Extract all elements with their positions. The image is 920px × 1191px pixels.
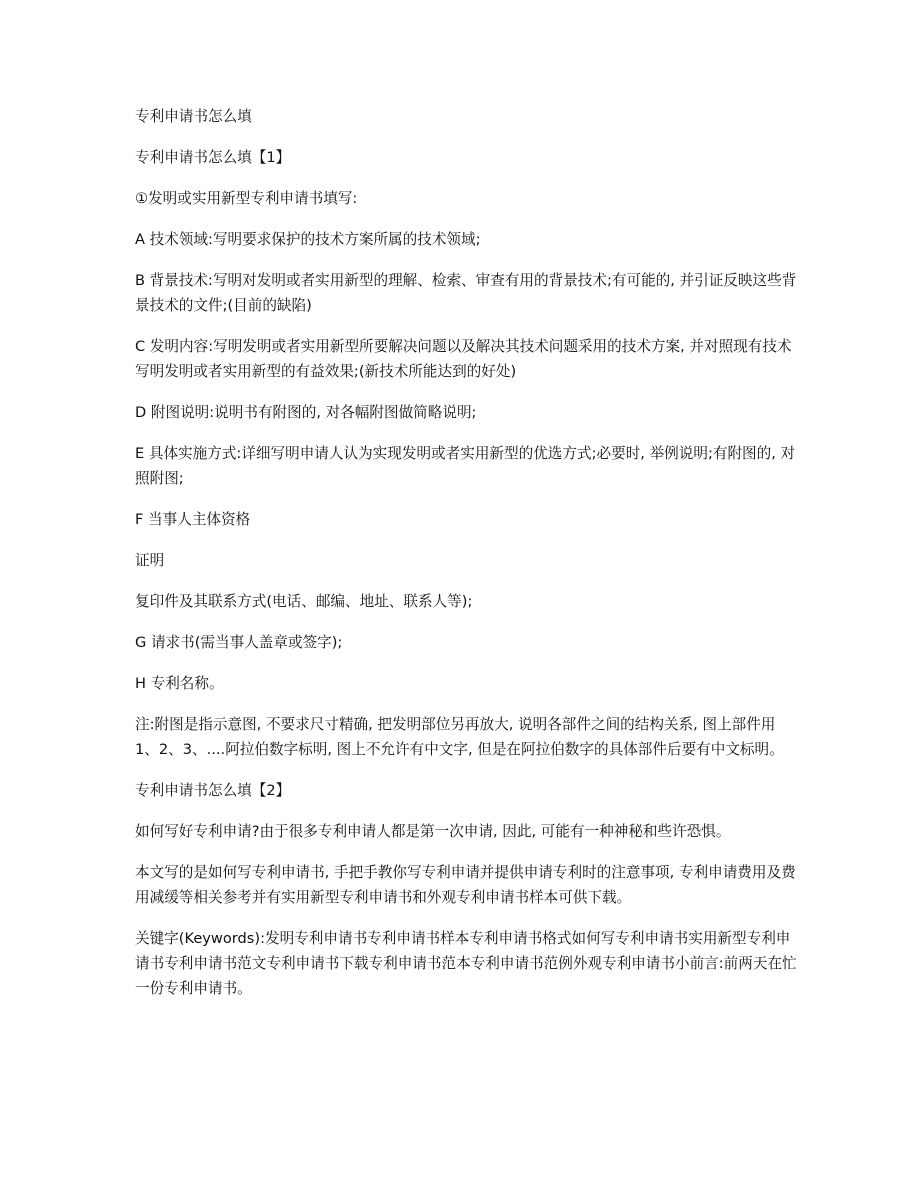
- paragraph: 本文写的是如何写专利申请书, 手把手教你写专利申请并提供申请专利时的注意事项, 专利申请费用及费用减缓等相关参考并有实用新型专利申请书和外观专利申请书样本可供下载。: [135, 864, 796, 906]
- section-heading-1: 专利申请书怎么填【1】: [135, 149, 291, 166]
- paragraph: C 发明内容:写明发明或者实用新型所要解决问题以及解决其技术问题采用的技术方案, 并对照现有技术写明发明或者实用新型的有益效果;(新技术所能达到的好处): [135, 338, 792, 380]
- paragraph: H 专利名称。: [135, 675, 224, 692]
- document-title: 专利申请书怎么填: [135, 108, 252, 125]
- section-heading-2: 专利申请书怎么填【2】: [135, 782, 291, 799]
- note-paragraph: 注:附图是指示意图, 不要求尺寸精确, 把发明部位另再放大, 说明各部件之间的结构关系, 图上部件用 1、2、3、....阿拉伯数字标明, 图上不允许有中文字, 但是在阿拉伯数字的具体部件后要有中文标明。: [135, 716, 784, 758]
- keywords-paragraph: 关键字(Keywords):发明专利申请书专利申请书样本专利申请书格式如何写专利申请书实用新型专利申请书专利申请书范文专利申请书下载专利申请书范本专利申请书范例外观专利申请书小前言:前两天在忙一份专利申请书。: [135, 930, 797, 997]
- document-page: [135, 104, 797, 1017]
- paragraph: A 技术领域:写明要求保护的技术方案所属的技术领域;: [135, 231, 481, 248]
- paragraph: E 具体实施方式:详细写明申请人认为实现发明或者实用新型的优选方式;必要时, 举例说明;有附图的, 对照附图;: [135, 445, 796, 487]
- paragraph: ①发明或实用新型专利申请书填写:: [135, 190, 358, 207]
- paragraph: 证明: [135, 552, 165, 569]
- paragraph: B 背景技术:写明对发明或者实用新型的理解、检索、审查有用的背景技术;有可能的, 并引证反映这些背景技术的文件;(目前的缺陷): [135, 272, 797, 314]
- paragraph: G 请求书(需当事人盖章或签字);: [135, 634, 343, 651]
- paragraph: 如何写好专利申请?由于很多专利申请人都是第一次申请, 因此, 可能有一种神秘和些许恐惧。: [135, 823, 731, 840]
- paragraph: D 附图说明:说明书有附图的, 对各幅附图做简略说明;: [135, 404, 477, 421]
- paragraph: 复印件及其联系方式(电话、邮编、地址、联系人等);: [135, 593, 473, 610]
- paragraph: F 当事人主体资格: [135, 511, 251, 528]
